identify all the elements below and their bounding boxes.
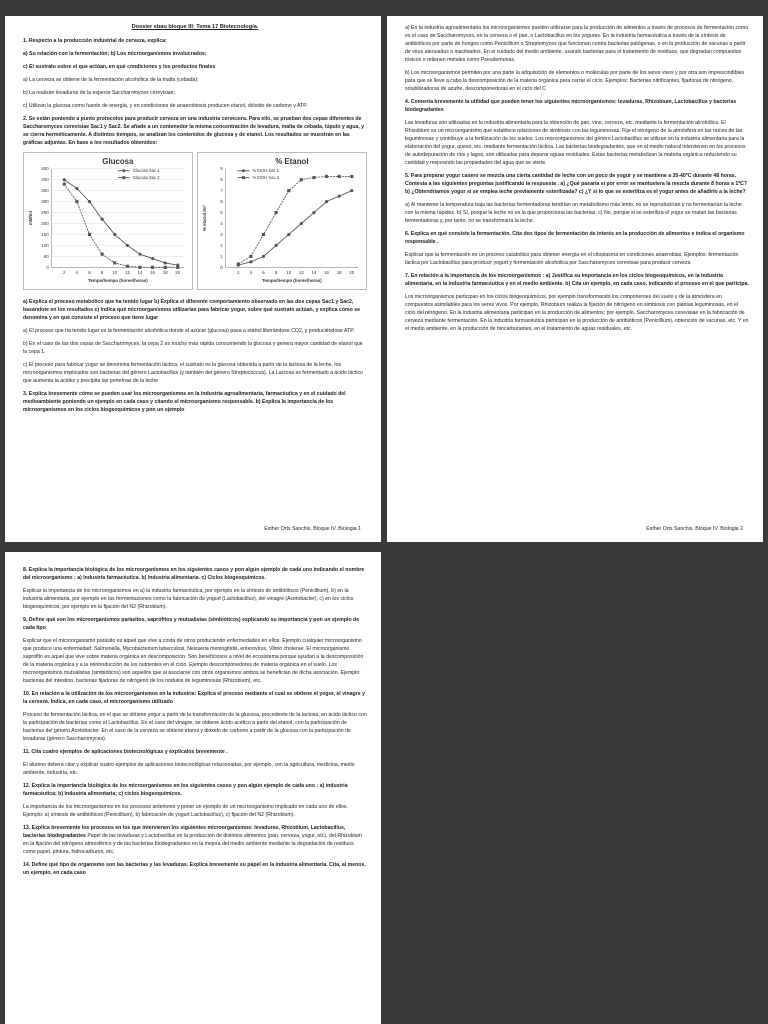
question-14: 14. Define qué tipo de organismo son las bacterias y las levaduras. Explica brevemente su papel en la industria alimentaria. Cita, al menos, un ejemplo, en cada caso <box>23 862 366 876</box>
page-footer: Esther Orts Sanchis. Bloque IV. Biologia 1 <box>264 526 361 532</box>
x-tick-label: 10 <box>286 270 292 276</box>
question-2: 2. Se están poniendo a punto protocolos para producir cerveza en una industria cervecera. Para ello, se prueban dos cepas diferentes de Saccharomyces cerevisiae Sac1 y Sac2. Se añade a un contenedor la misma concentración de levadura, malta de cebada, lúpulo y agua, y se cierra herméticamente. A distintos tiempos, se analizan los contenidos de glucosa y de etanol. Los resultados se muestran en las gráficas adjuntas. En base a los resultados obtenidos: <box>23 116 365 146</box>
data-point <box>275 211 278 214</box>
x-tick-label: 8 <box>100 270 104 276</box>
question-11: 11. Cita cuatro ejemplos de aplicaciones biotecnológicas y explícalos brevemente . <box>23 749 228 755</box>
answer-11: El alumno deberá citar y explicar cuatro ejemplos de aplicaciones biotecnológicas relacionadas, por ejemplo, con la agricultura, medicina, medio ambiente, industria, etc. <box>23 762 355 776</box>
data-point <box>151 266 154 269</box>
x-tick-label: 4 <box>249 270 253 276</box>
y-tick-label: 9 <box>220 166 223 172</box>
legend-label: Glucosa Sac 1 <box>132 168 160 174</box>
y-tick-label: 8 <box>220 177 223 183</box>
data-point <box>300 222 303 225</box>
data-point <box>237 262 240 265</box>
answer-1b: b) La realizan levaduras de la especie Saccharomyces cerevisiae; <box>23 90 175 96</box>
x-axis-label: Tempo/tiempo (hores/horas) <box>88 278 148 284</box>
data-point <box>113 233 116 236</box>
legend-marker <box>242 176 245 179</box>
y-tick-label: 200 <box>41 221 49 226</box>
data-point <box>75 187 78 190</box>
data-point <box>312 176 315 179</box>
series-line <box>64 184 178 267</box>
answer-1c: c) Utilizan la glucosa como fuente de energía, y en condiciones de anaerobiosis producen etanol, dióxido de carbono y ATP. <box>23 103 308 109</box>
answer-9: Explicar que el microorganismo parásito es aquel que vive a costa de otros produciendo enfermedades en ellos. Ejemplo cualquier microorganismo que produce una enfermedad: Salmonella, Mycobacterium tuberculosi, Neisseria meningitidis, enterovirus, Vibrio cholerae. El microorganismo saprófito es aquel que vive sobre materia orgánica en descomposición. Son beneficiosos a nivel de ecosistema porque ayudan a la descomposición de la materia orgánica y a la reintroducción de los nutrientes en el ciclo. Ejemplo descomponedores de materia orgánica en el suelo. Los microorganismos mutualistas (simbióticos) son aquellos que al asociarse con otros organismos ambos se benefician de dicha asociación. Ejemplo: bacterias del intestino, bacterias fijadoras de nitrógeno de los nódulos de leguminosas (Rhizobium), etc. <box>23 638 364 684</box>
data-point <box>151 257 154 260</box>
data-point <box>262 233 265 236</box>
x-tick-label: 4 <box>75 270 79 276</box>
x-tick-label: 16 <box>150 270 156 276</box>
y-tick-label: 4 <box>220 221 223 226</box>
y-tick-label: 5 <box>220 210 223 216</box>
data-point <box>249 260 252 263</box>
y-tick-label: 0 <box>46 264 49 270</box>
legend-marker <box>242 169 245 172</box>
y-tick-label: 50 <box>43 253 49 259</box>
y-tick-label: 3 <box>220 231 223 237</box>
answer-3a: a) En la industria agroalimentaria los microorganismos pueden utilizarse para la producción de alimentos a través de procesos de fermentación como es el caso de Saccharomyces, en la cerveza o el pan, o Lactobacillus en los yogures. En la industria farmacéutica a través de la síntesis de antibióticos por parte de hongos como Penicillium o Streptomyces que funcionan contra bacterias patógenas, o en la producción de vacunas a partir de virus atenuados o inactivados. En el cuidado del medio ambiente, usando bacterias para el tratamiento de residuos, que degradan compuestos tóxicos o retienen metales como Pseudomonas. <box>405 25 749 63</box>
chart-glucosa-svg <box>24 153 192 289</box>
answer-5: a) Al mantener la temperatura baja las bacterias fermentadoras tendrían un metabolismo más lento, no se reproducirían y no fermentarían la leche con la misma rapidez. b) Sí, porque la leche no es la que proporciona las bacterias. c) No, porque si se esteriliza el yogur se matan las bacterias fermentadoras y, por tanto, no se transformaría la leche. <box>405 202 742 224</box>
legend-marker <box>122 169 125 172</box>
page-1 <box>5 16 381 542</box>
data-point <box>126 265 129 268</box>
data-point <box>300 178 303 181</box>
question-10: 10. En relación a la utilización de los microorganismos en la industria: Explica el proceso mediante el cual se obtiene el yogur, el vinagre y la cerveza. Indica, en cada caso, el microorganismo utilizado <box>23 691 365 705</box>
x-tick-label: 12 <box>298 270 304 276</box>
x-tick-label: 10 <box>112 270 118 276</box>
chart-title: Glucosa <box>102 156 134 166</box>
legend-label: Glucosa Sac 2 <box>132 175 160 181</box>
question-1: 1. Respecto a la producción industrial de cerveza, explica: <box>23 38 167 44</box>
x-tick-label: 14 <box>311 270 317 276</box>
x-tick-label: 6 <box>88 270 91 276</box>
x-tick-label: 18 <box>336 270 342 276</box>
x-tick-label: 20 <box>349 270 355 276</box>
x-tick-label: 2 <box>237 270 240 276</box>
x-tick-label: 20 <box>175 270 181 276</box>
y-tick-label: 450 <box>41 166 49 172</box>
data-point <box>275 244 278 247</box>
page-2 <box>387 16 763 542</box>
data-point <box>249 255 252 258</box>
data-point <box>262 255 265 258</box>
question-3: 3. Explica brevemente cómo se pueden usar los microorganismos en la industria agroalimentaria, farmacéutica y en el cuidado del medioambiente poniendo un ejemplo en cada caso y citando el microorganismo responsable. b) Explica la importancia de los microorganismos en los ciclos biogeoquímicos y pon un ejemplo <box>23 391 346 413</box>
y-tick-label: 100 <box>41 242 49 248</box>
y-tick-label: 7 <box>220 188 223 194</box>
data-point <box>138 253 141 256</box>
data-point <box>126 244 129 247</box>
data-point <box>88 200 91 203</box>
charts-row <box>23 152 367 290</box>
data-point <box>350 189 353 192</box>
question-1-ab: a) Su relación con la fermentación; b) Los microorganismos involucrados; <box>23 51 207 57</box>
data-point <box>287 189 290 192</box>
legend-label: % EtOH Sac 2 <box>252 175 279 181</box>
x-tick-label: 18 <box>162 270 168 276</box>
y-tick-label: 6 <box>220 199 223 205</box>
data-point <box>63 183 66 186</box>
data-point <box>325 200 328 203</box>
question-9: 9. Define qué son los microorganismos parásitos, saprófitos y mutualistas (simbióticos) explicando su importancia y pon un ejemplo de cada tipo <box>23 617 360 631</box>
legend-marker <box>122 176 125 179</box>
y-tick-label: 250 <box>41 210 49 216</box>
answer-3b: b) Los microorganismos permiten por una parte la adquisición de elementos o moléculas por parte de los seres vivos y por otra son imprescindibles para que se lleve a cabo la descomposición de la materia orgánica para cerrar el ciclo. Ejemplos: Bacterias nitrificantes, fijadoras de nitrógeno, solubilizadoras de azufre, descomponedoras en el ciclo del C <box>405 70 745 92</box>
data-point <box>312 211 315 214</box>
page-footer: Esther Orts Sanchis. Bloque IV. Biologia 2 <box>646 526 743 532</box>
chart-etanol <box>197 152 367 290</box>
data-point <box>338 175 341 178</box>
y-tick-label: 400 <box>41 177 49 183</box>
x-axis-label: Tempo/tiempo (hores/horas) <box>262 278 322 284</box>
data-point <box>176 266 179 269</box>
y-tick-label: 1 <box>220 253 223 259</box>
data-point <box>287 233 290 236</box>
answer-1a: a) La cerveza se obtiene de la fermentación alcohólica de la malta (cebada); <box>23 77 199 83</box>
data-point <box>63 178 66 181</box>
answer-12: La importancia de los microorganismos en los procesos anteriores y poner un ejemplo de un microorganismo implicado en cada uno de ellos. Ejemplo: a) síntesis de antibióticos (Penicillium), b) fabricación de yogurt Lactobacillus), c) fijación del N2 (Rhizobium). <box>23 804 348 818</box>
answer-2b: b) En el caso de las dos cepas de Saccharomyces, la cepa 2 es mucho más rápida consumiendo la glucosa y genera mayor cantidad de etanol que la cepa 1. <box>23 341 363 355</box>
page-title: Dossier ebau bloque III: Tema 17 Biotecnología. <box>131 24 259 30</box>
chart-glucosa <box>23 152 193 290</box>
data-point <box>75 200 78 203</box>
answer-8: Explicar la importancia de los microorganismos en a) la industria farmacéutica, por ejemplo en la síntesis de antibióticos (Penicillium), b) en la industria alimentaria, por ejemplo en las fermentaciones como la fabricación de yogurt (Lactobacillus), del vinagre (Acetobacter), c) en los ciclos biogeoquímicos, por ejemplo en la fijación del N2 (Rhizobium). <box>23 588 354 610</box>
y-tick-label: 150 <box>41 231 49 237</box>
data-point <box>101 253 104 256</box>
question-7: 7. En relación a la importancia de los microorganismos : a) Justifica su importancia en los ciclos biogeoquímicos, en la industria alimentaria, en la industria farmacéutica y en el medio ambiente. b) Cita un ejemplo, en cada caso, indicando el proceso en el que participa. <box>405 273 749 287</box>
question-2-abc: a) Explica el proceso metabólico que ha tenido lugar b) Explica el diferente comportamiento observado en las dos cepas Sac1 y Sac2, basándote en los resultados c) Indica qué microorganismos utilizarías para fabricar yogur, sobre qué sustrato actúan, y explica cómo se denomina y en qué consiste el proceso que tiene lugar <box>23 299 361 321</box>
answer-2c: c) El proceso para fabricar yogur se denomina fermentación láctica, el sustrato es la glucosa obtenida a partir de la lactosa de la leche, los microorganismos implicados son bacterias del género Lactobacillus (y también del género Streptococcus). La Lactosa es fermentado a ácido láctico que aumenta la acidez y precipita las proteínas de la leche <box>23 362 363 384</box>
data-point <box>113 261 116 264</box>
x-tick-label: 8 <box>274 270 278 276</box>
question-4: 4. Comenta brevemente la utilidad que pueden tener los siguientes microorganismos: levaduras, Rhizobium, Lactobacillus y bacterias biodegradantes <box>405 99 737 113</box>
answer-7: Los microorganismos participan en los ciclos biogeoquímicos, por ejemplo transformando los componentes del suelo y de la atmósfera en compuestos asimilables para los seres vivos. Por ejemplo, Rhizobium realiza la fijación de nitrógeno en simbiosis con plantas leguminosas, en el ciclo del nitrógeno. En la industria alimentaria participan en la producción de alimentos; por ejemplo, Saccharomyces cerevisiae en la fabricación de cerveza mediante fermentación. En la industria farmacéutica participan en la producción de antibióticos (Penicillium), obtención de vacunas, etc. Y en el medio ambiente, en la producción de biocarburantes, en el tratamiento de aguas residuales, etc. <box>405 294 749 332</box>
question-12: 12. Explica la importancia biológica de los microorganismos en los siguientes casos y pon algún ejemplo de cada uno : a) industria farmacéutica; b) industria alimentaria; c) ciclos biogeoquímicos. <box>23 783 348 797</box>
question-1-c: c) El sustrato sobre el que actúan, en qué condiciones y los productos finales <box>23 64 216 70</box>
answer-13: Papel de las levaduras y Lactobacillus en la producción de distintos alimentos (pan, cerveza, yogur, etc), del Rhizobium en la fijación del nitrógeno atmosférico y de las bacterias biodegradantes en la mejora del medio ambiente mediante la degradación de residuos como papel, pintura, hidrocarburos, etc. <box>23 833 362 855</box>
data-point <box>350 175 353 178</box>
y-axis-label: mM/ml <box>27 211 33 226</box>
y-axis-label: % etanol /m³ <box>201 204 207 232</box>
x-tick-label: 16 <box>324 270 330 276</box>
answer-2a: a) El proceso que ha tenido lugar es la fermentación alcohólica donde el azúcar (glucosa) pasa a etanol liberándose CO2, y produciéndose ATP. <box>23 328 355 334</box>
data-point <box>88 233 91 236</box>
data-point <box>164 266 167 269</box>
y-tick-label: 2 <box>220 242 223 248</box>
data-point <box>325 175 328 178</box>
question-8: 8. Explica la importancia biológica de los microorganismos en los siguientes casos y pon algún ejemplo de cada uno indicando el nombre del microorganismo : a) Industria farmacéutica. b) Industria alimentaria. c) Ciclos biogeoquímicos. <box>23 567 365 581</box>
legend-label: % EtOH Sac 1 <box>252 168 279 174</box>
answer-4: Las levaduras son utilizadas en la industria alimentaria para la obtención de pan, vino, cerveza, etc. mediante la fermentación alcohólica. El Rhizobium es un microorganismo que establece relaciones de simbiosis con las leguminosas. Fija el nitrógeno de la atmósfera en las raíces de las leguminosas y contribuye a la fertilización de los suelos. Los microorganismos del género Lactobacillus se utilizan en la industria alimentaria para la elaboración del yogur, queso, etc. mediante fermentación láctica. Las bacterias biodegradantes, que en el medio natural intervienen en los procesos de autodepuración de ríos y lagos, son utilizadas para depurar aguas residuales. Estas bacterias metabolizan la materia orgánica reduciendo su cantidad y mejorando las propiedades del agua que se vierte. <box>405 120 746 166</box>
data-point <box>338 195 341 198</box>
answer-10: Proceso de fermentación láctica, en el que se obtiene yogur a partir de la transformación de la glucosa, procedente de la lactosa, en ácido láctico con la participación de bacterias como el Lactobacillus. En el caso del vinagre, se obtiene ácido acético a partir del etanol, con la participación de bacterias del género Acetobacter. En el caso de la cerveza se obtiene etanol y dióxido de carbono a partir de la glucosa con la participación de levaduras (género Saccharomyces). <box>23 712 367 742</box>
x-tick-label: 2 <box>63 270 66 276</box>
y-tick-label: 350 <box>41 188 49 194</box>
question-13: 13. Explica brevemente los procesos en los que intervienen los siguientes microorganismos: levaduras, Rhizobium, Lactobacillus, bacterias biodegradantes <box>23 825 346 839</box>
answer-6: Explicar que la fermentación es un proceso catabólico para obtener energía en el citoplasma en condiciones anaerobias. Ejemplos: fermentación láctica por Lactobacillus para producir yogurt y fermentación alcohólica por Saccharomyces cerevisae para producir cerveza <box>405 252 739 266</box>
y-tick-label: 300 <box>41 199 49 205</box>
series-line <box>64 180 178 265</box>
x-tick-label: 14 <box>137 270 143 276</box>
x-tick-label: 6 <box>262 270 265 276</box>
data-point <box>164 261 167 264</box>
series-line <box>238 176 352 264</box>
series-line <box>238 191 352 265</box>
chart-etanol-svg <box>198 153 366 289</box>
x-tick-label: 12 <box>124 270 130 276</box>
data-point <box>101 218 104 221</box>
question-6: 6. Explica en qué consiste la fermentación. Cita dos tipos de fermentación de interés en la producción de alimentos e indica el organismo responsable . <box>405 231 745 245</box>
data-point <box>138 266 141 269</box>
chart-title: % Etanol <box>275 156 309 166</box>
question-5: 5. Para preparar yogur casero se mezcla una cierta cantidad de leche con un poco de yogur y se mantiene a 35-40ºC durante 48 horas. Contesta a las siguientes preguntas justificando la respuesta . a) ¿Qué pasaría si por error se mantuviera la mezcla durante 8 horas a 1ºC? b) ¿Obtendríamos yogur si se emplea leche previamente esterilizada? c) ¿Y si lo que se esteriliza es el yogur antes de añadirlo a la leche? <box>405 173 748 195</box>
question-13-block <box>23 824 367 856</box>
page-3 <box>5 552 381 1024</box>
y-tick-label: 0 <box>220 264 223 270</box>
